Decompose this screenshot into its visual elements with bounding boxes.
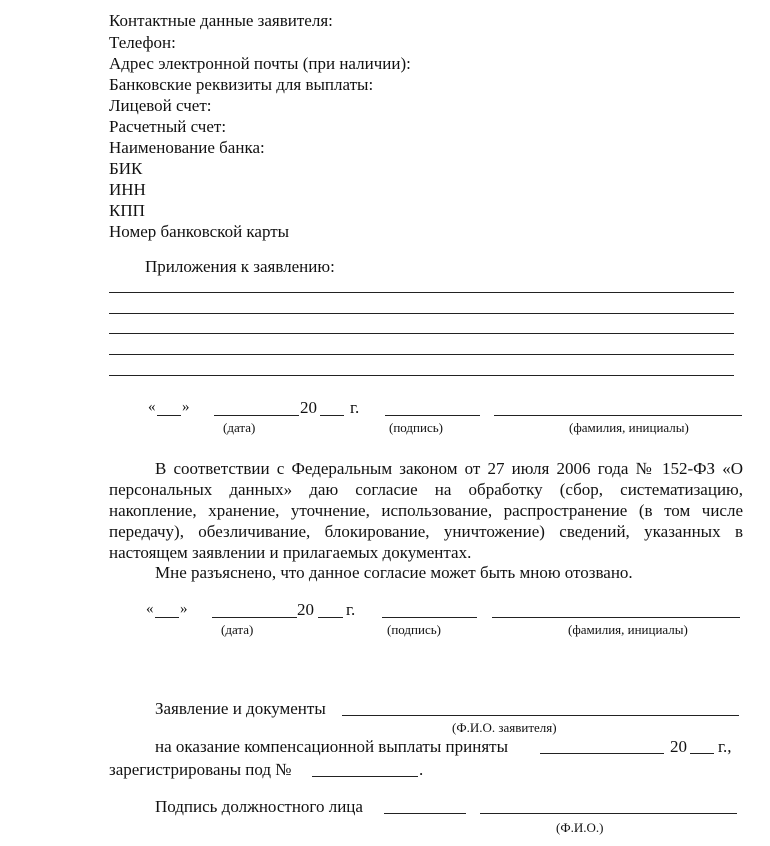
card-number-label: Номер банковской карты [109, 222, 290, 241]
personal-account-label: Лицевой счет: [109, 96, 212, 115]
year-field[interactable] [690, 753, 714, 754]
attachment-line-1[interactable] [109, 292, 734, 293]
name-field[interactable] [494, 415, 742, 416]
month-field[interactable] [212, 617, 297, 618]
attachment-line-2[interactable] [109, 313, 734, 314]
year-field[interactable] [318, 617, 343, 618]
signature-caption: (подпись) [389, 420, 443, 435]
bank-name-label: Наименование банка: [109, 138, 265, 157]
open-quote: « [146, 601, 154, 617]
bik-label: БИК [109, 159, 143, 178]
registered-end: . [419, 760, 424, 779]
month-field[interactable] [214, 415, 299, 416]
signature-field[interactable] [382, 617, 477, 618]
signature-field[interactable] [385, 415, 480, 416]
name-caption: (фамилия, инициалы) [569, 420, 689, 435]
day-field[interactable] [157, 415, 181, 416]
year-suffix: г. [350, 398, 360, 417]
year-suffix: г. [346, 600, 356, 619]
official-signature-label: Подпись должностного лица [155, 797, 363, 816]
attachment-line-5[interactable] [109, 375, 734, 376]
signature-caption: (подпись) [387, 622, 441, 637]
registration-number-field[interactable] [312, 776, 418, 777]
email-label: Адрес электронной почты (при наличии): [109, 54, 411, 73]
date-caption: (дата) [221, 622, 254, 637]
registered-label: зарегистрированы под № [109, 760, 292, 779]
phone-label: Телефон: [109, 33, 176, 52]
attachments-title: Приложения к заявлению: [145, 257, 335, 276]
close-quote: » [180, 601, 188, 617]
name-caption: (фамилия, инициалы) [568, 622, 688, 637]
fio-caption: (Ф.И.О.) [556, 820, 604, 835]
day-field[interactable] [155, 617, 179, 618]
consent-paragraph [109, 458, 743, 563]
official-signature-field[interactable] [384, 813, 466, 814]
applicant-caption: (Ф.И.О. заявителя) [452, 720, 557, 735]
date-caption: (дата) [223, 420, 256, 435]
consent-revocable: Мне разъяснено, что данное согласие может быть мною отозвано. [155, 563, 633, 582]
bank-details-label: Банковские реквизиты для выплаты: [109, 75, 374, 94]
year-prefix: 20 [297, 600, 314, 619]
open-quote: « [148, 399, 156, 415]
year-field[interactable] [320, 415, 344, 416]
consent-text: В соответствии с Федеральным законом от 27 июля 2006 года № 152-ФЗ «О персональных данных» даю согласие на обработку (сбор, систематизацию, накопление, хранение, уточнение, использование, распространение (в том числе передачу), обезличивание, блокирование, уничтожение) сведений, указанных в настоящем заявлении и прилагаемых документах. [109, 459, 743, 562]
year-prefix: 20 [670, 737, 687, 756]
accepted-label: на оказание компенсационной выплаты приняты [155, 737, 508, 756]
name-field[interactable] [492, 617, 740, 618]
docs-label: Заявление и документы [155, 699, 326, 718]
kpp-label: КПП [109, 201, 145, 220]
inn-label: ИНН [109, 180, 146, 199]
year-suffix: г., [718, 737, 732, 756]
settlement-account-label: Расчетный счет: [109, 117, 227, 136]
applicant-name-field[interactable] [342, 715, 739, 716]
close-quote: » [182, 399, 190, 415]
attachment-line-4[interactable] [109, 354, 734, 355]
official-name-field[interactable] [480, 813, 737, 814]
contact-title: Контактные данные заявителя: [109, 11, 333, 30]
attachment-line-3[interactable] [109, 333, 734, 334]
year-prefix: 20 [300, 398, 317, 417]
accepted-date-field[interactable] [540, 753, 664, 754]
